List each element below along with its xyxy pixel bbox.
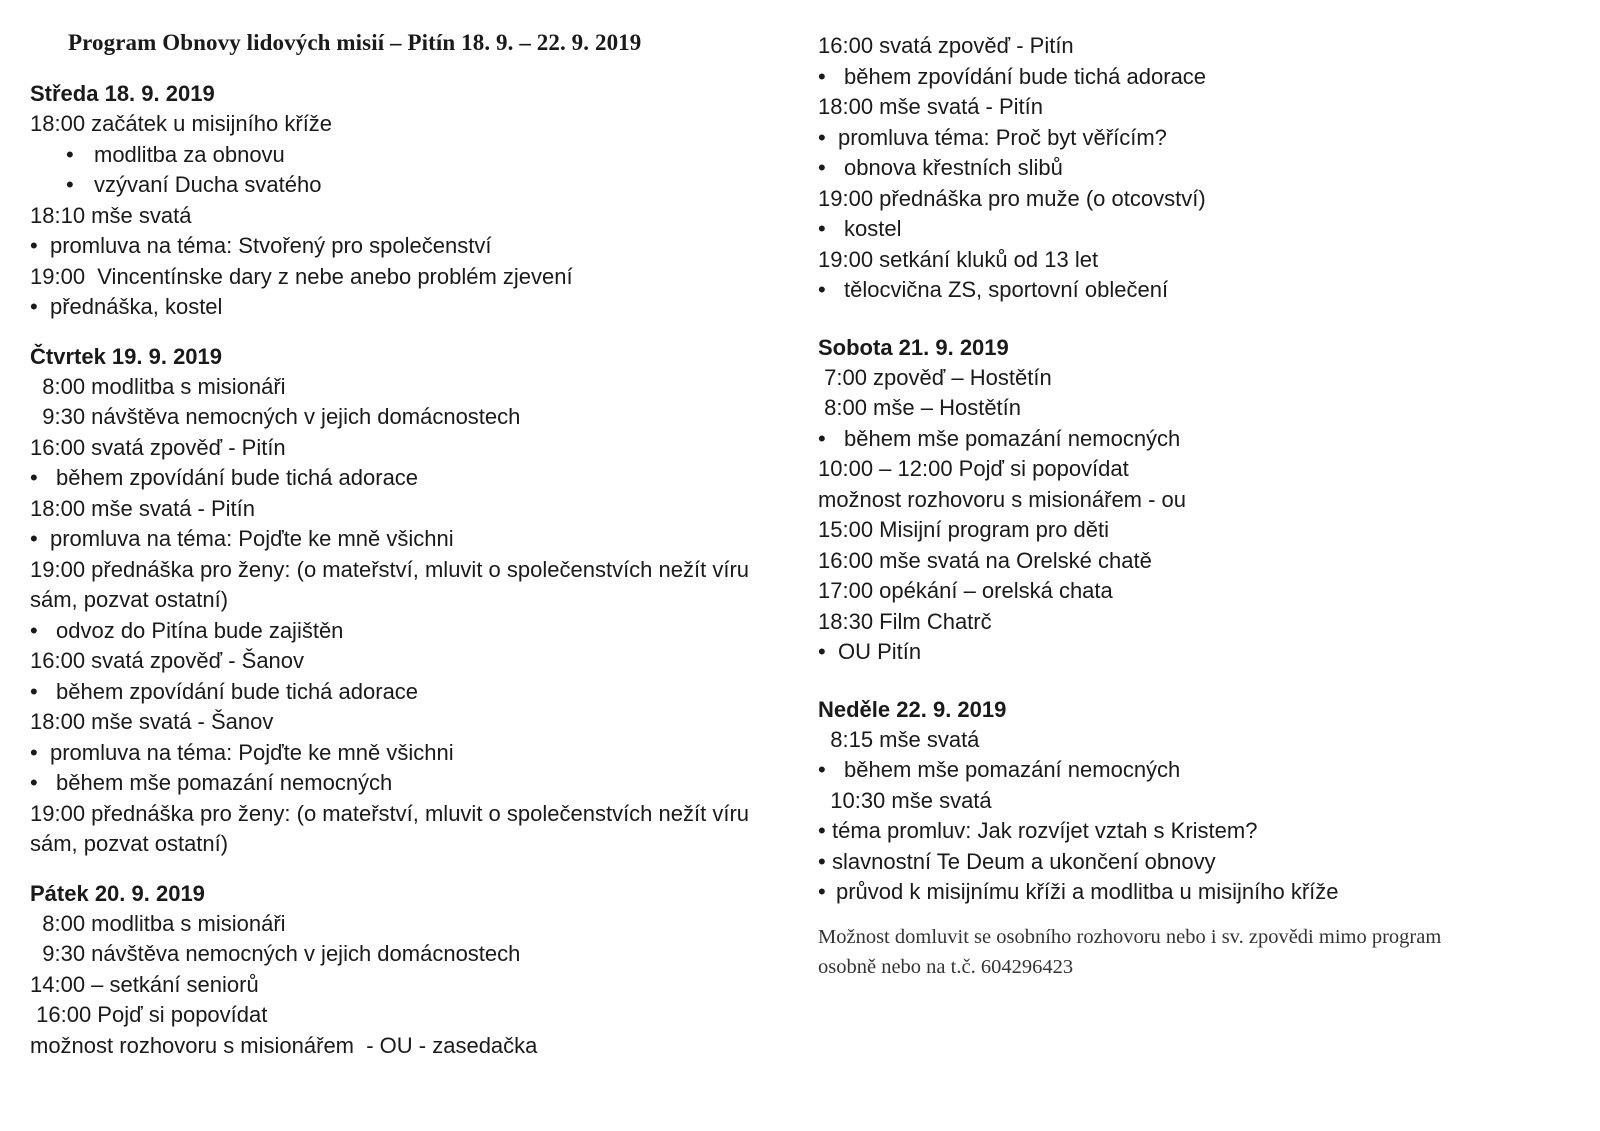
bullet-icon: •: [818, 848, 826, 874]
schedule-line: možnost rozhovoru s misionářem - ou: [818, 486, 1187, 512]
bullet-item: • promluva na téma: Pojďte ke mně všichni: [30, 738, 760, 769]
bullet-item: • modlitba za obnovu: [30, 140, 760, 171]
day-section-sobota: [818, 332, 1578, 668]
bullet-item: • během mše pomazání nemocných: [818, 755, 1578, 786]
bullet-icon: •: [30, 526, 38, 551]
schedule-line: 16:00 mše svatá na Orelské chatě: [818, 547, 1152, 573]
schedule-line: možnost rozhovoru s misionářem - OU - zasedačka: [30, 1032, 538, 1058]
schedule-line: 18:10 mše svatá: [30, 202, 192, 228]
bullet-icon: •: [818, 63, 826, 89]
bullet-icon: •: [30, 465, 38, 490]
bullet-icon: •: [30, 770, 38, 795]
schedule-line: 19:00 přednáška pro ženy: (o mateřství, mluvit o společenstvích nežít víru sám, pozvat ostatní): [30, 556, 756, 612]
day-section-streda: [30, 78, 760, 323]
day-section-patek-continued: [818, 31, 1578, 306]
schedule-line: 19:00 přednáška pro muže (o otcovství): [818, 185, 1206, 211]
bullet-icon: •: [818, 155, 826, 180]
bullet-icon: •: [30, 294, 38, 319]
bullet-item: • kostel: [818, 214, 1578, 245]
bullet-icon: •: [818, 277, 826, 302]
bullet-icon: •: [30, 739, 38, 765]
schedule-line: 19:00 setkání kluků od 13 let: [818, 246, 1099, 272]
schedule-line: 16:00 Pojď si popovídat: [30, 1002, 268, 1027]
bullet-item: • průvod k misijnímu kříži a modlitba u misijního kříže: [818, 877, 1578, 908]
day-heading: Čtvrtek 19. 9. 2019: [30, 343, 223, 369]
day-section-nedele: [818, 694, 1578, 908]
bullet-icon: •: [818, 639, 826, 664]
schedule-line: 10:00 – 12:00 Pojď si popovídat: [818, 456, 1129, 481]
day-heading: Středa 18. 9. 2019: [30, 81, 215, 106]
document-title: Program Obnovy lidových misií – Pitín 18. 9. – 22. 9. 2019: [68, 30, 642, 55]
bullet-item: • během zpovídání bude tichá adorace: [818, 62, 1578, 93]
contact-note: Možnost domluvit se osobního rozhovoru nebo i sv. zpovědi mimo program osobně nebo na t.č. 604296423: [818, 925, 1442, 978]
bullet-icon: •: [818, 757, 826, 782]
schedule-line: 18:00 mše svatá - Šanov: [30, 709, 274, 734]
day-heading: Pátek 20. 9. 2019: [30, 880, 205, 906]
bullet-item: • během zpovídání bude tichá adorace: [30, 463, 760, 494]
schedule-line: 8:00 modlitba s misionáři: [30, 910, 286, 936]
day-section-ctvrtek: [30, 341, 760, 860]
schedule-line: 16:00 svatá zpověď - Pitín: [30, 434, 286, 460]
bullet-icon: •: [30, 678, 38, 704]
schedule-line: 14:00 – setkání seniorů: [30, 971, 259, 997]
schedule-line: 7:00 zpověď – Hostětín: [818, 364, 1052, 390]
bullet-icon: •: [66, 141, 74, 167]
bullet-item: • promluva na téma: Pojďte ke mně všichni: [30, 524, 760, 555]
bullet-item: • slavnostní Te Deum a ukončení obnovy: [818, 847, 1578, 878]
bullet-icon: •: [818, 216, 826, 241]
schedule-line: 16:00 svatá zpověď - Šanov: [30, 648, 305, 673]
schedule-line: 19:00 Vincentínske dary z nebe anebo problém zjevení: [30, 263, 573, 289]
bullet-item: • téma promluv: Jak rozvíjet vztah s Kristem?: [818, 816, 1578, 847]
bullet-item: • obnova křestních slibů: [818, 153, 1578, 184]
schedule-line: 18:00 mše svatá - Pitín: [818, 94, 1043, 119]
bullet-item: • během zpovídání bude tichá adorace: [30, 677, 760, 708]
day-section-patek: [30, 878, 760, 1062]
schedule-line: 9:30 návštěva nemocných v jejich domácnostech: [30, 404, 521, 429]
bullet-icon: •: [818, 818, 826, 843]
bullet-item: • promluva téma: Proč byt věřícím?: [818, 123, 1578, 154]
bullet-item: • promluva na téma: Stvořený pro společenství: [30, 231, 760, 262]
schedule-line: 9:30 návštěva nemocných v jejich domácnostech: [30, 941, 521, 966]
day-heading: Sobota 21. 9. 2019: [818, 334, 1009, 360]
bullet-icon: •: [30, 617, 38, 643]
bullet-item: • během mše pomazání nemocných: [30, 768, 760, 799]
schedule-line: 16:00 svatá zpověď - Pitín: [818, 33, 1074, 58]
schedule-line: 8:00 mše – Hostětín: [818, 395, 1022, 420]
bullet-icon: •: [66, 172, 74, 197]
bullet-item: • odvoz do Pitína bude zajištěn: [30, 616, 760, 647]
bullet-icon: •: [818, 124, 826, 150]
bullet-item: • OU Pitín: [818, 637, 1578, 668]
schedule-line: 18:30 Film Chatrč: [818, 608, 992, 634]
bullet-icon: •: [818, 879, 826, 904]
bullet-item: • tělocvična ZS, sportovní oblečení: [818, 275, 1578, 306]
schedule-line: 10:30 mše svatá: [818, 787, 992, 813]
schedule-line: 18:00 mše svatá - Pitín: [30, 495, 255, 521]
schedule-line: 19:00 přednáška pro ženy: (o mateřství, mluvit o společenstvích nežít víru sám, pozvat ostatní): [30, 800, 756, 856]
schedule-line: 15:00 Misijní program pro děti: [818, 517, 1110, 542]
bullet-icon: •: [818, 425, 826, 451]
bullet-item: • vzývaní Ducha svatého: [30, 170, 760, 201]
schedule-line: 8:15 mše svatá: [818, 726, 980, 752]
schedule-line: 18:00 začátek u misijního kříže: [30, 111, 333, 136]
day-heading: Neděle 22. 9. 2019: [818, 696, 1007, 722]
bullet-icon: •: [30, 233, 38, 258]
bullet-item: • během mše pomazání nemocných: [818, 424, 1578, 455]
schedule-line: 17:00 opékání – orelská chata: [818, 578, 1113, 603]
right-column: [818, 31, 1578, 982]
left-column: [30, 78, 760, 1079]
bullet-item: • přednáška, kostel: [30, 292, 760, 323]
schedule-line: 8:00 modlitba s misionáři: [30, 373, 286, 399]
